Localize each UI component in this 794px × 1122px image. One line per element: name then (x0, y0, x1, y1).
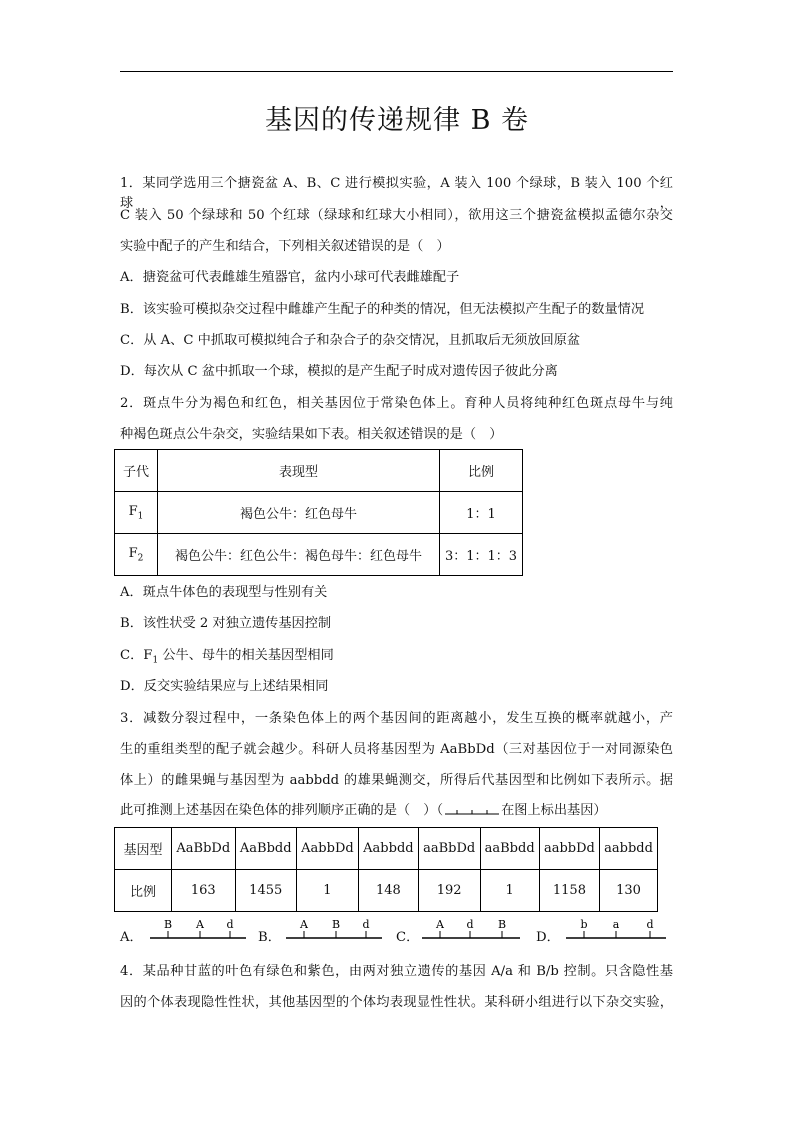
q2-option-c-sub: 1 (152, 655, 159, 666)
generation-sub: 1 (137, 511, 144, 522)
gene-label: B (331, 918, 341, 931)
chromosome-icon (420, 916, 522, 946)
q3-option-b-chromosome (284, 916, 384, 946)
q4-line-1: 4．某品种甘蓝的叶色有绿色和紫色，由两对独立遗传的基因 A/a 和 B/b 控制。只含隐性基 (120, 964, 673, 979)
q3-option-d-letter: D． (536, 930, 560, 945)
generation-label: F (128, 503, 138, 519)
q2-line-2: 种褐色斑点公牛杂交，实验结果如下表。相关叙述错误的是（ ） (120, 427, 503, 442)
gene-label: A (436, 918, 444, 931)
table-header-cell: 比例 (440, 450, 523, 492)
table-cell: 1 (296, 870, 358, 912)
page-title: 基因的传递规律 B 卷 (264, 105, 529, 136)
q2-option-d: D．反交实验结果应与上述结果相同 (120, 679, 329, 694)
table-cell: 163 (172, 870, 236, 912)
generation-sub: 2 (137, 553, 144, 564)
table-cell: 1：1 (440, 492, 523, 534)
q3-option-a-chromosome (148, 916, 248, 946)
table-cell: 3：1：1：3 (440, 534, 523, 576)
table-cell: 1158 (539, 870, 599, 912)
table-cell (115, 534, 158, 576)
table-row (115, 492, 523, 534)
q3-option-c-letter: C． (396, 930, 420, 945)
table-cell: 130 (600, 870, 658, 912)
q3-line-4-prefix: 此可推测上述基因在染色体的排列顺序正确的是（ ）（ (120, 803, 444, 818)
q3-option-c-chromosome (420, 916, 522, 946)
table-cell: AaBbDd (172, 828, 236, 870)
q1-line-2: C 装入 50 个绿球和 50 个红球（绿球和红球大小相同），欲用这三个搪瓷盆模拟孟德尔杂交 (120, 208, 673, 223)
table-cell: aaBbDd (418, 828, 480, 870)
header-rule (120, 71, 673, 72)
table-cell: aabbDd (539, 828, 599, 870)
table-cell: 148 (359, 870, 419, 912)
table-cell: 褐色公牛：红色母牛 (158, 492, 440, 534)
table-header-cell: 子代 (115, 450, 158, 492)
q3-line-1: 3．减数分裂过程中，一条染色体上的两个基因间的距离越小，发生互换的概率就越小，产 (120, 711, 673, 726)
q3-line-4 (120, 801, 607, 821)
gene-label: d (226, 918, 234, 931)
table-cell: aaBbdd (480, 828, 539, 870)
gene-label: a (612, 918, 620, 931)
gene-label: d (646, 918, 654, 931)
table-row (115, 870, 658, 912)
q4-line-2: 因的个体表现隐性性状，其他基因型的个体均表现显性性状。某科研小组进行以下杂交实验， (120, 995, 673, 1010)
q2-option-c-suffix: 公牛、母牛的相关基因型相同 (158, 648, 334, 663)
generation-label: F (128, 545, 138, 561)
q2-option-b: B．该性状受 2 对独立遗传基因控制 (120, 616, 332, 631)
gene-label: A (196, 918, 204, 931)
q1-option-d: D．每次从 C 盆中抓取一个球，模拟的是产生配子时成对遗传因子彼此分离 (120, 364, 558, 379)
q1-line-1: 1．某同学选用三个搪瓷盆 A、B、C 进行模拟实验，A 装入 100 个绿球，B 装入 100 个红球， (120, 176, 673, 211)
table-cell: 192 (418, 870, 480, 912)
table-row (115, 828, 658, 870)
q3-line-2: 生的重组类型的配子就会越少。科研人员将基因型为 AaBbDd（三对基因位于一对同源染色 (120, 742, 673, 757)
q2-line-1: 2．斑点牛分为褐色和红色，相关基因位于常染色体上。育种人员将纯种红色斑点母牛与纯 (120, 396, 673, 411)
gene-label: d (466, 918, 474, 931)
blank-chromosome-icon (443, 804, 501, 818)
q1-option-c: C．从 A、C 中抓取可模拟纯合子和杂合子的杂交情况，且抓取后无须放回原盆 (120, 333, 581, 348)
gene-label: B (497, 918, 507, 931)
q3-option-a-letter: A． (120, 930, 143, 945)
q3-option-b-letter: B． (258, 930, 281, 945)
gene-label: B (163, 918, 173, 931)
gene-label: d (362, 918, 370, 931)
q2-option-c (120, 646, 334, 671)
q2-option-c-prefix: C．F (120, 648, 153, 663)
table-row-label: 基因型 (115, 828, 172, 870)
q3-table (114, 827, 658, 912)
q2-table (114, 449, 523, 576)
q3-line-3: 体上）的雌果蝇与基因型为 aabbdd 的雄果蝇测交，所得后代基因型和比例如下表所示。据 (120, 773, 673, 788)
q1-option-b: B．该实验可模拟杂交过程中雌雄产生配子的种类的情况，但无法模拟产生配子的数量情况 (120, 302, 644, 317)
table-cell: AaBbdd (235, 828, 296, 870)
q3-options (120, 916, 680, 946)
table-cell: 1455 (235, 870, 296, 912)
table-row (115, 534, 523, 576)
q2-option-a: A．斑点牛体色的表现型与性别有关 (120, 585, 328, 600)
table-cell (115, 492, 158, 534)
gene-label: b (580, 918, 588, 931)
table-cell: 1 (480, 870, 539, 912)
table-cell: 褐色公牛：红色公牛：褐色母牛：红色母牛 (158, 534, 440, 576)
gene-label: A (300, 918, 308, 931)
table-row-label: 比例 (115, 870, 172, 912)
q3-option-d-chromosome (564, 916, 668, 946)
table-cell: aabbdd (600, 828, 658, 870)
table-cell: AabbDd (296, 828, 358, 870)
chromosome-icon (284, 916, 384, 946)
q3-line-4-suffix: 在图上标出基因） (501, 803, 607, 818)
table-row (115, 450, 523, 492)
q1-line-3: 实验中配子的产生和结合，下列相关叙述错误的是（ ） (120, 239, 450, 254)
table-header-cell: 表现型 (158, 450, 440, 492)
chromosome-icon (564, 916, 668, 946)
chromosome-icon (148, 916, 248, 946)
q1-option-a: A．搪瓷盆可代表雌雄生殖器官，盆内小球可代表雌雄配子 (120, 270, 460, 285)
table-cell: Aabbdd (359, 828, 419, 870)
